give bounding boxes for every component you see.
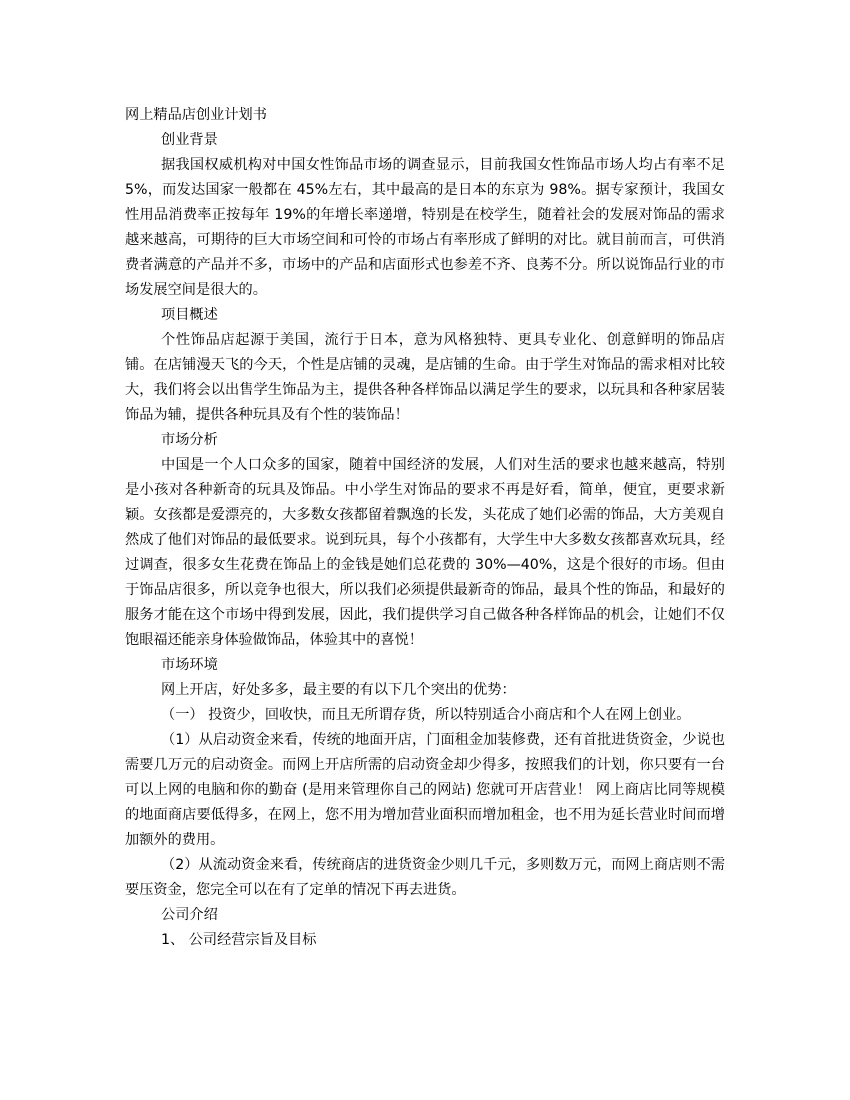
paragraph-text: 据我国权威机构对中国女性饰品市场的调查显示，目前我国女性饰品市场人均占有率不足 5%，而发达国家一般都在 45%左右，其中最高的是日本的东京为 98%。据专家预计，我国女性用品消费率正按每年 19%的年增长率递增，特别是在校学生，随着社会的发展对饰品的需求越来越高，可期待的巨大市场空间和可怜的市场占有率形成了鲜明的对比。就目前而言，可供消费者满意的产品并不多，市场中的产品和店面形式也参差不齐、良莠不分。所以说饰品行业的市场发展空间是很大的。 (125, 157, 725, 298)
section-heading-market-analysis: 市场分析 (161, 432, 218, 448)
sub-item-working-capital (125, 853, 725, 903)
paragraph-text: （1）从启动资金来看，传统的地面开店，门面租金加装修费，还有首批进货资金，少说也需要几万元的启动资金。而网上开店所需的启动资金却少得多，按照我们的计划，你只要有一台可以上网的电脑和你的勤奋 (是用来管理你自己的网站) 您就可开店营业！ 网上商店比同等规模的地面商店要低得多，在网上，您不用为增加营业面积而增加租金，也不用为延长营业时间而增加额外的费用。 (125, 732, 725, 848)
paragraph-overview (125, 328, 725, 428)
paragraph-market-environment-intro (125, 678, 725, 703)
document-title: 网上精品店创业计划书 (125, 107, 267, 123)
paragraph-text: （一） 投资少，回收快，而且无所谓存货，所以特别适合小商店和个人在网上创业。 (161, 707, 691, 723)
sub-item-startup-capital (125, 728, 725, 853)
paragraph-text: （2）从流动资金来看，传统商店的进货资金少则几千元，多则数万元，而网上商店则不需要压资金，您完全可以在有了定单的情况下再去进货。 (125, 857, 725, 898)
list-item-advantage-1 (125, 703, 725, 728)
paragraph-text: 个性饰品店起源于美国，流行于日本，意为风格独特、更具专业化、创意鲜明的饰品店铺。在店铺漫天飞的今天，个性是店铺的灵魂，是店铺的生命。由于学生对饰品的需求相对比较大，我们将会以出售学生饰品为主，提供各种各样饰品以满足学生的要求，以玩具和各种家居装饰品为辅，提供各种玩具及有个性的装饰品！ (125, 332, 725, 423)
paragraph-background (125, 153, 725, 303)
paragraph-text: 中国是一个人口众多的国家，随着中国经济的发展，人们对生活的要求也越来越高，特别是小孩对各种新奇的玩具及饰品。中小学生对饰品的要求不再是好看，简单，便宜，更要求新颖。女孩都是爱漂亮的，大多数女孩都留着飘逸的长发，头花成了她们必需的饰品，大方美观自然成了他们对饰品的最低要求。说到玩具，每个小孩都有，大学生中大多数女孩都喜欢玩具，经过调查，很多女生花费在饰品上的金钱是她们总花费的 30%—40%，这是个很好的市场。但由于饰品店很多，所以竞争也很大，所以我们必须提供最新奇的饰品，最具个性的饰品，和最好的服务才能在这个市场中得到发展，因此，我们提供学习自己做各种各样饰品的机会，让她们不仅饱眼福还能亲身体验做饰品，体验其中的喜悦！ (125, 457, 725, 648)
section-heading-background: 创业背景 (161, 132, 218, 148)
paragraph-market-analysis (125, 453, 725, 653)
document-page (125, 103, 725, 953)
section-heading-company-intro: 公司介绍 (161, 907, 218, 923)
section-heading-market-environment: 市场环境 (161, 657, 218, 673)
section-heading-overview: 项目概述 (161, 307, 218, 323)
paragraph-text: 网上开店，好处多多，最主要的有以下几个突出的优势： (161, 682, 516, 698)
list-item-company-mission: 1、 公司经营宗旨及目标 (161, 932, 317, 948)
